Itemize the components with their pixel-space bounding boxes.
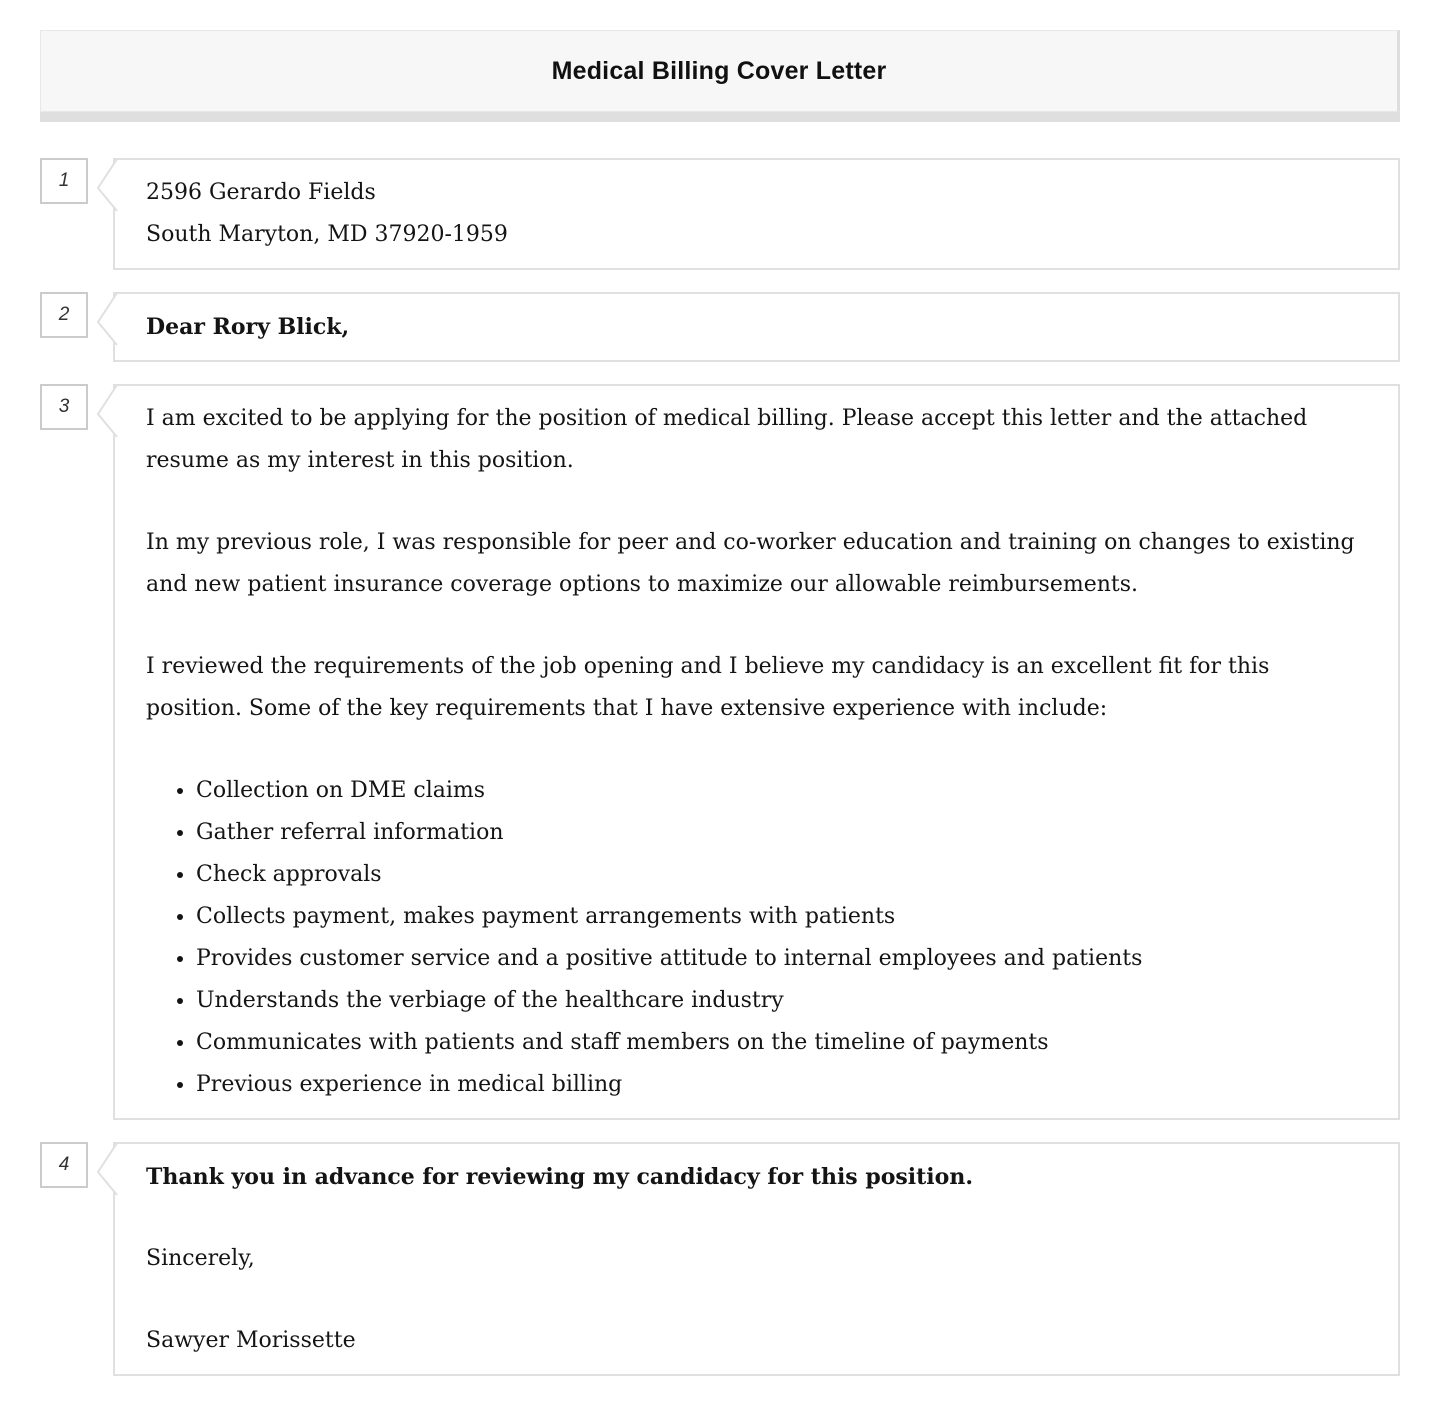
speech-notch-icon	[96, 158, 118, 212]
body-paragraph-1: I am excited to be applying for the position of medical billing. Please accept this letter and the attached resume as my interest in this position.	[146, 406, 1308, 473]
bullet-item-2: • Gather referral information	[196, 812, 1367, 854]
section-1-box	[113, 158, 1400, 270]
address-line-2: South Maryton, MD 37920-1959	[146, 222, 508, 247]
section-body	[40, 384, 1400, 1120]
bullet-item-5: • Provides customer service and a positive attitude to internal employees and patients	[196, 938, 1367, 980]
bullet-item-6: • Understands the verbiage of the healthcare industry	[196, 980, 1367, 1022]
signature-name: Sawyer Morissette	[146, 1328, 356, 1353]
header-shadow-strip	[40, 112, 1400, 122]
section-4-number: 4	[58, 1154, 70, 1175]
document-header	[40, 30, 1400, 112]
page-title: Medical Billing Cover Letter	[551, 56, 887, 85]
signoff-text: Sincerely,	[146, 1246, 255, 1271]
speech-notch-icon	[96, 384, 118, 438]
salutation-text: Dear Rory Blick,	[146, 314, 350, 340]
bullet-item-3: • Check approvals	[196, 854, 1367, 896]
closing-statement: Thank you in advance for reviewing my candidacy for this position.	[146, 1164, 973, 1190]
section-1-number: 1	[58, 170, 70, 191]
requirements-list	[146, 770, 1367, 1106]
section-4-badge	[40, 1142, 88, 1188]
section-3-badge	[40, 384, 88, 430]
address-line-1: 2596 Gerardo Fields	[146, 180, 376, 205]
bullet-item-1: • Collection on DME claims	[196, 770, 1367, 812]
section-2-number: 2	[58, 304, 70, 325]
section-closing	[40, 1142, 1400, 1376]
body-paragraph-2: In my previous role, I was responsible for peer and co-worker education and training on changes to existing and new patient insurance coverage options to maximize our allowable reimbursements.	[146, 530, 1355, 597]
section-2-box	[113, 292, 1400, 362]
section-4-box	[113, 1142, 1400, 1376]
speech-notch-icon	[96, 292, 118, 346]
section-3-number: 3	[58, 396, 70, 417]
section-2-badge	[40, 292, 88, 338]
section-3-box	[113, 384, 1400, 1120]
speech-notch-icon	[96, 1142, 118, 1196]
section-1-badge	[40, 158, 88, 204]
bullet-item-4: • Collects payment, makes payment arrangements with patients	[196, 896, 1367, 938]
section-salutation	[40, 292, 1400, 362]
bullet-item-8: • Previous experience in medical billing	[196, 1064, 1367, 1106]
body-paragraph-3: I reviewed the requirements of the job opening and I believe my candidacy is an excellent fit for this position. Some of the key requirements that I have extensive experience with include:	[146, 654, 1270, 721]
bullet-item-7: • Communicates with patients and staff members on the timeline of payments	[196, 1022, 1367, 1064]
section-address	[40, 158, 1400, 270]
